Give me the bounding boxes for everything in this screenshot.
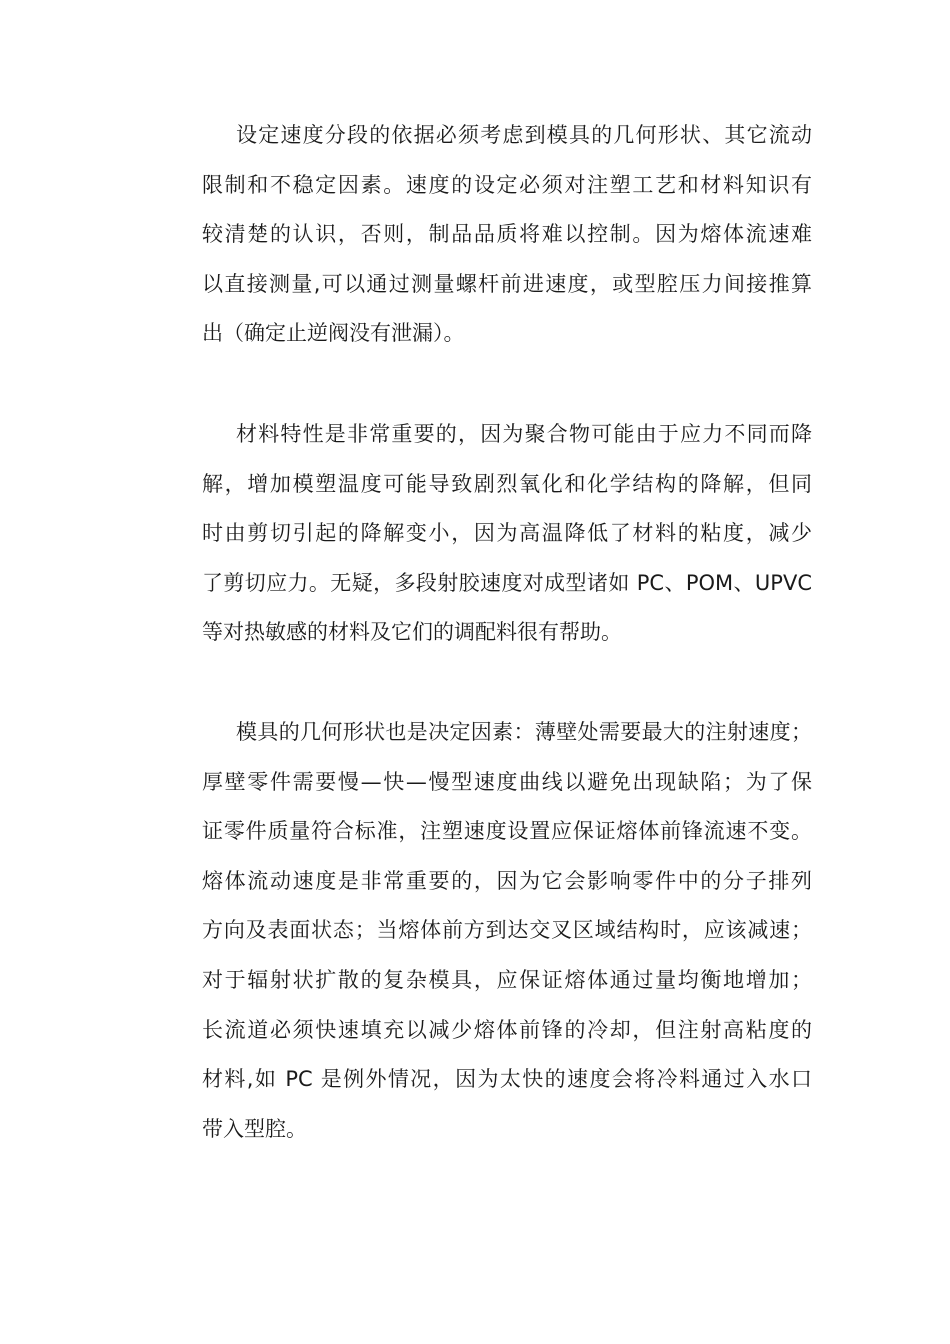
text-line: 时由剪切引起的降解变小，因为高温降低了材料的粘度，减少: [202, 521, 812, 546]
text-line: 限制和不稳定因素。速度的设定必须对注塑工艺和材料知识有: [202, 172, 812, 197]
paragraph-material-properties: [202, 410, 812, 658]
text-line: 带入型腔。: [202, 1116, 307, 1141]
text-line: 等对热敏感的材料及它们的调配料很有帮助。: [202, 620, 622, 645]
text-line: 对于辐射状扩散的复杂模具，应保证熔体通过量均衡地增加；: [202, 967, 812, 992]
paragraph-mold-geometry: [202, 708, 812, 1154]
text-line: 解，增加模塑温度可能导致剧烈氧化和化学结构的降解，但同: [202, 471, 812, 496]
text-line: 出（确定止逆阀没有泄漏）。: [202, 321, 465, 346]
text-line: 了剪切应力。无疑，多段射胶速度对成型诸如 PC、POM、UPVC: [202, 570, 812, 595]
text-line: 较清楚的认识，否则，制品品质将难以控制。因为熔体流速难: [202, 222, 812, 247]
paragraph-speed-segmentation: [202, 111, 812, 359]
text-line: 材料特性是非常重要的，因为聚合物可能由于应力不同而降: [236, 422, 812, 446]
text-line: 证零件质量符合标准，注塑速度设置应保证熔体前锋流速不变。: [202, 819, 812, 844]
text-line: 模具的几何形状也是决定因素：薄壁处需要最大的注射速度；: [236, 720, 812, 744]
text-line: 长流道必须快速填充以减少熔体前锋的冷却，但注射高粘度的: [202, 1017, 812, 1042]
text-line: 方向及表面状态；当熔体前方到达交叉区域结构时，应该减速；: [202, 918, 812, 943]
text-line: 材料,如 PC 是例外情况，因为太快的速度会将冷料通过入水口: [202, 1067, 812, 1092]
text-line: 厚壁零件需要慢—快—慢型速度曲线以避免出现缺陷；为了保: [202, 769, 812, 794]
text-line: 以直接测量,可以通过测量螺杆前进速度，或型腔压力间接推算: [202, 271, 812, 296]
text-line: 熔体流动速度是非常重要的，因为它会影响零件中的分子排列: [202, 868, 812, 893]
text-line: 设定速度分段的依据必须考虑到模具的几何形状、其它流动: [236, 123, 812, 147]
